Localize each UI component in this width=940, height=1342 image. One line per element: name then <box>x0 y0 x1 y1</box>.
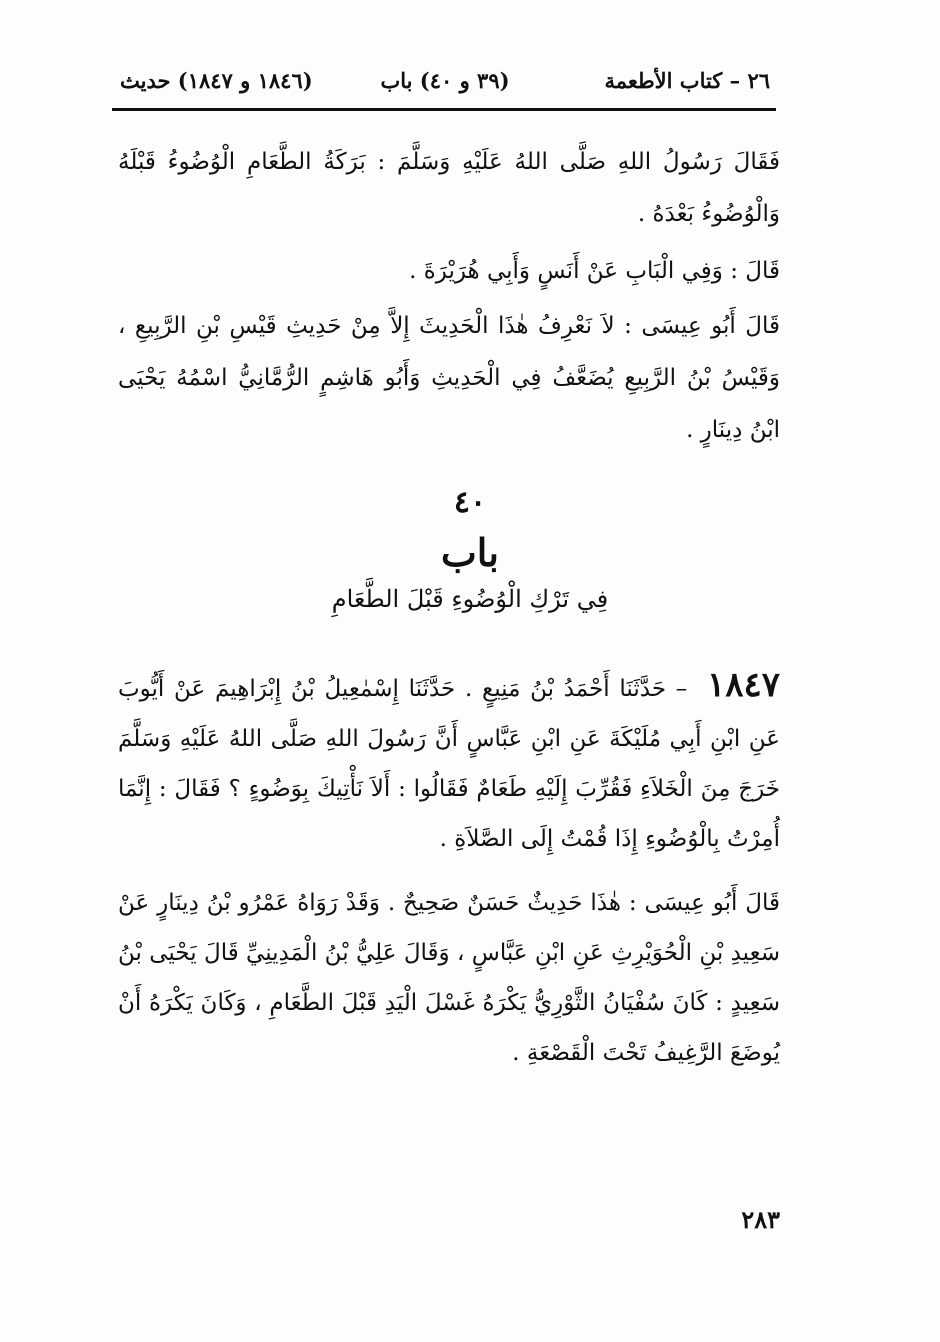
header-hadith-range: (١٨٤٦ و ١٨٤٧) حديث <box>120 68 313 93</box>
header-chapter: (٣٩ و ٤٠) باب <box>380 68 510 93</box>
header-rule <box>112 108 776 111</box>
hadith-number: ١٨٤٧ <box>706 665 780 705</box>
section-title: فِي تَرْكِ الْوُضُوءِ قَبْلَ الطَّعَامِ <box>331 585 609 613</box>
page-number: ٢٨٣ <box>741 1205 780 1234</box>
hadith-paragraph <box>118 660 780 864</box>
section-bab-heading: باب <box>441 530 499 575</box>
section-number: ٤٠ <box>453 485 487 520</box>
prev-section-comment: قَالَ أَبُو عِيسَى : لاَ نَعْرِفُ هٰذَا الْحَدِيثَ إِلاَّ مِنْ حَدِيثِ قَيْسِ بْنِ الرَّبِيعِ ، وَقَيْسُ بْنُ الرَّبِيعِ يُضَعَّفُ فِي الْحَدِيثِ وَأَبُو هَاشِمٍ الرُّمَّانِيُّ اسْمُهُ يَحْيَى ابْنُ دِينَارٍ . <box>118 313 780 443</box>
running-header <box>110 62 780 104</box>
abu-isa-comment: قَالَ أَبُو عِيسَى : هٰذَا حَدِيثٌ حَسَنٌ صَحِيحٌ . وَقَدْ رَوَاهُ عَمْرُو بْنُ دِينَارٍ عَنْ سَعِيدِ بْنِ الْحُوَيْرِثِ عَنِ ابْنِ عَبَّاسٍ ، وَقَالَ عَلِيُّ بْنُ الْمَدِينِيِّ قَالَ يَحْيَى بْنُ سَعِيدٍ : كَانَ سُفْيَانُ الثَّوْرِيُّ يَكْرَهُ غَسْلَ الْيَدِ قَبْلَ الطَّعَامِ ، وَكَانَ يَكْرَهُ أَنْ يُوضَعَ الرَّغِيفُ تَحْتَ الْقَصْعَةِ . <box>118 890 780 1066</box>
prev-hadith-ending: فَقَالَ رَسُولُ اللهِ صَلَّى اللهُ عَلَيْهِ وَسَلَّمَ : بَرَكَةُ الطَّعَامِ الْوُضُوءُ قَبْلَهُ وَالْوُضُوءُ بَعْدَهُ . <box>118 149 780 227</box>
hadith-text: – حَدَّثَنَا أَحْمَدُ بْنُ مَنِيعٍ . حَدَّثَنَا إِسْمٰعِيلُ بْنُ إِبْرَاهِيمَ عَنْ أَيُّوبَ عَنِ ابْنِ أَبِي مُلَيْكَةَ عَنِ ابْنِ عَبَّاسٍ أَنَّ رَسُولَ اللهِ صَلَّى اللهُ عَلَيْهِ وَسَلَّمَ خَرَجَ مِنَ الْخَلاَءِ فَقُرِّبَ إِلَيْهِ طَعَامٌ فَقَالُوا : أَلاَ نَأْتِيكَ بِوَضُوءٍ ؟ فَقَالَ : إِنَّمَا أُمِرْتُ بِالْوُضُوءِ إِذَا قُمْتُ إِلَى الصَّلاَةِ . <box>118 676 780 852</box>
prev-section-note: قَالَ : وَفِي الْبَابِ عَنْ أَنَسٍ وَأَبِي هُرَيْرَةَ . <box>409 258 780 284</box>
header-book-title: ٢٦ – كتاب الأطعمة <box>604 68 770 93</box>
